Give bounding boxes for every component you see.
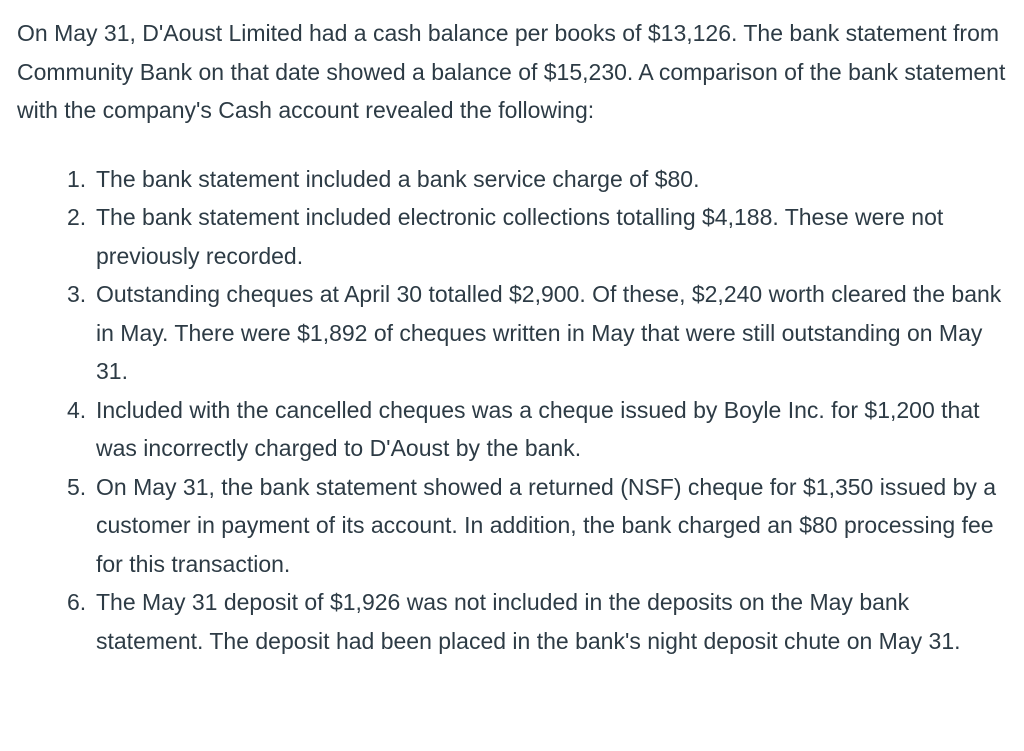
problem-text bbox=[17, 14, 1007, 660]
list-item bbox=[17, 275, 1007, 391]
numbered-list bbox=[17, 160, 1007, 661]
list-item bbox=[17, 468, 1007, 584]
list-item-number: 6. bbox=[67, 589, 87, 615]
list-item-number: 1. bbox=[67, 165, 87, 192]
list-item-text: Outstanding cheques at April 30 totalled $2,900. Of these, $2,240 worth cleared the bank in May. There were $1,892 of cheques written in May that were still outstanding on May 31. bbox=[96, 281, 1002, 384]
list-item-text: Included with the cancelled cheques was a cheque issued by Boyle Inc. for $1,200 that was incorrectly charged to D'Aoust by the bank. bbox=[96, 396, 980, 461]
intro-paragraph: On May 31, D'Aoust Limited had a cash balance per books of $13,126. The bank statement from Community Bank on that date showed a balance of $15,230. A comparison of the bank statement with the company's Cash account revealed the following: bbox=[17, 20, 1006, 123]
list-item-number: 2. bbox=[67, 204, 87, 230]
list-item-text: The bank statement included a bank service charge of $80. bbox=[96, 165, 700, 192]
list-item bbox=[17, 583, 1007, 660]
list-item-text: The bank statement included electronic collections totalling $4,188. These were not previously recorded. bbox=[96, 204, 944, 269]
list-item-text: On May 31, the bank statement showed a returned (NSF) cheque for $1,350 issued by a customer in payment of its account. In addition, the bank charged an $80 processing fee for this transaction. bbox=[96, 473, 997, 577]
list-item-number: 5. bbox=[67, 473, 87, 500]
list-item-number: 4. bbox=[67, 396, 87, 423]
list-item-number: 3. bbox=[67, 281, 87, 307]
list-item-text: The May 31 deposit of $1,926 was not included in the deposits on the May bank statement. The deposit had been placed in the bank's night deposit chute on May 31. bbox=[96, 589, 961, 654]
list-item bbox=[17, 391, 1007, 468]
list-item bbox=[17, 160, 1007, 199]
list-item bbox=[17, 198, 1007, 275]
